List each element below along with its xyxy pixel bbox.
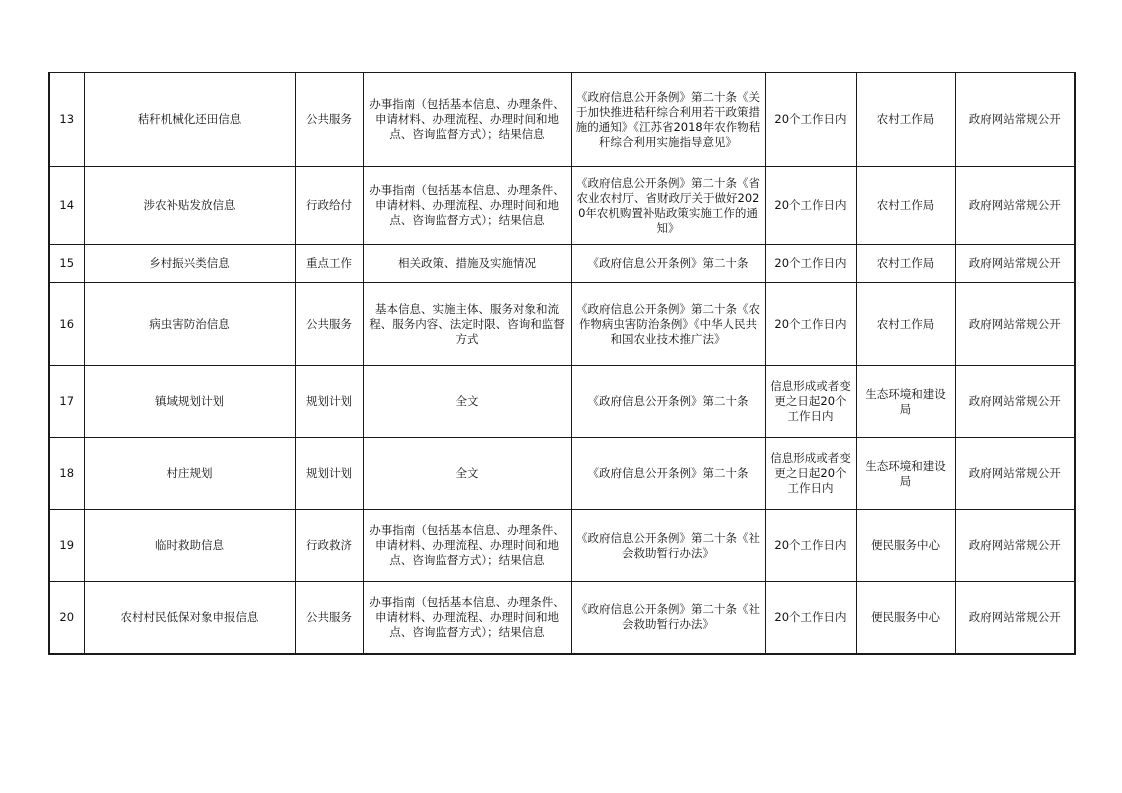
department-cell: 农村工作局 [856, 245, 955, 283]
row-number-cell: 13 [49, 73, 84, 167]
item-name-cell: 涉农补贴发放信息 [84, 167, 295, 245]
table-row [49, 245, 1075, 283]
time-limit-cell: 信息形成或者变更之日起20个工作日内 [765, 366, 856, 438]
basis-cell: 《政府信息公开条例》第二十条《社会救助暂行办法》 [571, 582, 765, 654]
row-number-cell: 20 [49, 582, 84, 654]
item-name-cell: 病虫害防治信息 [84, 283, 295, 366]
time-limit-cell: 20个工作日内 [765, 73, 856, 167]
category-cell: 行政救济 [295, 510, 363, 582]
table-row [49, 366, 1075, 438]
department-cell: 生态环境和建设局 [856, 438, 955, 510]
table-row [49, 73, 1075, 167]
basis-cell: 《政府信息公开条例》第二十条 [571, 438, 765, 510]
item-name-cell: 村庄规划 [84, 438, 295, 510]
time-limit-cell: 20个工作日内 [765, 167, 856, 245]
method-cell: 政府网站常规公开 [955, 582, 1075, 654]
department-cell: 便民服务中心 [856, 582, 955, 654]
table-row [49, 582, 1075, 654]
row-number-cell: 18 [49, 438, 84, 510]
item-name-cell: 乡村振兴类信息 [84, 245, 295, 283]
method-cell: 政府网站常规公开 [955, 510, 1075, 582]
content-cell: 基本信息、实施主体、服务对象和流程、服务内容、法定时限、咨询和监督方式 [363, 283, 571, 366]
table-row [49, 167, 1075, 245]
method-cell: 政府网站常规公开 [955, 366, 1075, 438]
time-limit-cell: 20个工作日内 [765, 510, 856, 582]
row-number-cell: 16 [49, 283, 84, 366]
basis-cell: 《政府信息公开条例》第二十条《社会救助暂行办法》 [571, 510, 765, 582]
method-cell: 政府网站常规公开 [955, 167, 1075, 245]
category-cell: 规划计划 [295, 438, 363, 510]
department-cell: 农村工作局 [856, 73, 955, 167]
item-name-cell: 秸秆机械化还田信息 [84, 73, 295, 167]
department-cell: 便民服务中心 [856, 510, 955, 582]
category-cell: 公共服务 [295, 582, 363, 654]
row-number-cell: 19 [49, 510, 84, 582]
content-cell: 全文 [363, 366, 571, 438]
basis-cell: 《政府信息公开条例》第二十条《关于加快推进秸秆综合利用若干政策措施的通知》《江苏省2018年农作物秸秆综合利用实施指导意见》 [571, 73, 765, 167]
content-cell: 办事指南（包括基本信息、办理条件、申请材料、办理流程、办理时间和地点、咨询监督方式）；结果信息 [363, 167, 571, 245]
row-number-cell: 17 [49, 366, 84, 438]
row-number-cell: 15 [49, 245, 84, 283]
content-cell: 相关政策、措施及实施情况 [363, 245, 571, 283]
content-cell: 办事指南（包括基本信息、办理条件、申请材料、办理流程、办理时间和地点、咨询监督方式）；结果信息 [363, 582, 571, 654]
content-cell: 办事指南（包括基本信息、办理条件、申请材料、办理流程、办理时间和地点、咨询监督方式）；结果信息 [363, 510, 571, 582]
basis-cell: 《政府信息公开条例》第二十条《省农业农村厅、省财政厅关于做好2020年农机购置补贴政策实施工作的通知》 [571, 167, 765, 245]
item-name-cell: 临时救助信息 [84, 510, 295, 582]
item-name-cell: 农村村民低保对象申报信息 [84, 582, 295, 654]
time-limit-cell: 20个工作日内 [765, 283, 856, 366]
method-cell: 政府网站常规公开 [955, 283, 1075, 366]
table-row [49, 438, 1075, 510]
method-cell: 政府网站常规公开 [955, 245, 1075, 283]
category-cell: 重点工作 [295, 245, 363, 283]
item-name-cell: 镇域规划计划 [84, 366, 295, 438]
time-limit-cell: 20个工作日内 [765, 582, 856, 654]
method-cell: 政府网站常规公开 [955, 73, 1075, 167]
method-cell: 政府网站常规公开 [955, 438, 1075, 510]
basis-cell: 《政府信息公开条例》第二十条 [571, 366, 765, 438]
department-cell: 农村工作局 [856, 167, 955, 245]
category-cell: 公共服务 [295, 73, 363, 167]
category-cell: 规划计划 [295, 366, 363, 438]
content-cell: 全文 [363, 438, 571, 510]
time-limit-cell: 信息形成或者变更之日起20个工作日内 [765, 438, 856, 510]
time-limit-cell: 20个工作日内 [765, 245, 856, 283]
row-number-cell: 14 [49, 167, 84, 245]
category-cell: 行政给付 [295, 167, 363, 245]
content-cell: 办事指南（包括基本信息、办理条件、申请材料、办理流程、办理时间和地点、咨询监督方式）；结果信息 [363, 73, 571, 167]
table-row [49, 510, 1075, 582]
category-cell: 公共服务 [295, 283, 363, 366]
basis-cell: 《政府信息公开条例》第二十条《农作物病虫害防治条例》《中华人民共和国农业技术推广法》 [571, 283, 765, 366]
department-cell: 农村工作局 [856, 283, 955, 366]
basis-cell: 《政府信息公开条例》第二十条 [571, 245, 765, 283]
table-row [49, 283, 1075, 366]
disclosure-table [48, 72, 1076, 655]
department-cell: 生态环境和建设局 [856, 366, 955, 438]
